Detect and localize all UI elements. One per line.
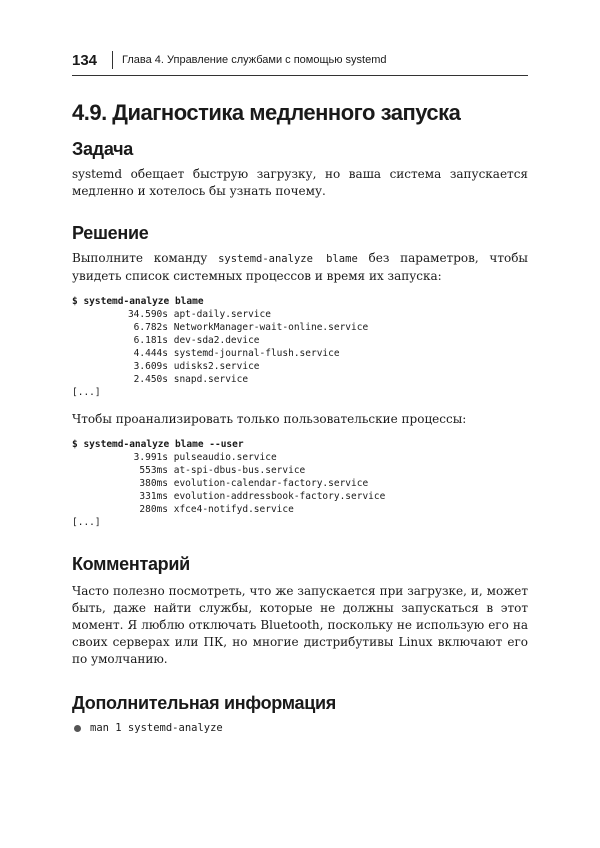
code-prompt: $ systemd-analyze blame --user [72,439,244,450]
section-title: 4.9. Диагностика медленного запуска [72,100,461,125]
code-unit: evolution-addressbook-factory.service [168,491,386,502]
task-heading: Задача [72,139,133,159]
code-time: 34.590s [127,309,168,320]
code-unit: NetworkManager-wait-online.service [168,322,369,333]
code-unit: dev-sda2.device [168,335,260,346]
solution-text-2: Чтобы проанализировать только пользовательские процессы: [72,412,467,426]
more-info-heading: Дополнительная информация [72,693,336,713]
bullet-icon [74,725,81,732]
code-unit: snapd.service [168,374,249,385]
code-row [72,373,528,386]
task-text: systemd обещает быструю загрузку, но ваша система запускается медленно и хотелось бы узнать почему. [72,167,528,198]
code-time: 280ms [139,504,168,515]
code-unit: udisks2.service [168,361,260,372]
code-ellipsis: [...] [72,387,101,398]
code-row [72,477,528,490]
code-unit: pulseaudio.service [168,452,277,463]
code-time: 2.450s [133,374,168,385]
code-row [72,490,528,503]
code-row [72,321,528,334]
code-time: 380ms [139,478,168,489]
list-item [72,722,528,734]
page-number: 134 [72,52,98,69]
page-header [72,48,528,78]
code-row [72,464,528,477]
code-time: 6.181s [133,335,168,346]
code-time: 331ms [139,491,168,502]
code-time: 3.991s [133,452,168,463]
code-time: 6.782s [133,322,168,333]
code-row [72,334,528,347]
code-unit: at-spi-dbus-bus.service [168,465,306,476]
code-row [72,451,528,464]
list-item-text: man 1 systemd-analyze [90,722,223,734]
page-content [72,98,528,734]
header-rule [72,75,528,76]
code-unit: xfce4-notifyd.service [168,504,294,515]
code-block-blame [72,295,528,399]
code-time: 4.444s [133,348,168,359]
comment-heading: Комментарий [72,554,190,574]
comment-text: Часто полезно посмотреть, что же запускается при загрузке, и, может быть, даже найти службы, которые не должны запускаться в этот момент. Я люблю отключать Bluetooth, поскольку не использую его на своих серверах или ПК, но многие дистрибутивы Linux включают его по умолчанию. [72,584,528,666]
running-header: Глава 4. Управление службами с помощью systemd [122,54,387,66]
code-row [72,347,528,360]
code-block-blame-user [72,438,528,529]
more-info-list [72,722,528,734]
code-ellipsis: [...] [72,517,101,528]
code-time: 553ms [139,465,168,476]
code-unit: apt-daily.service [168,309,271,320]
code-row [72,360,528,373]
code-unit: systemd-journal-flush.service [168,348,340,359]
header-separator [112,51,113,69]
code-prompt: $ systemd-analyze blame [72,296,204,307]
code-time: 3.609s [133,361,168,372]
solution-heading: Решение [72,223,149,243]
code-row [72,503,528,516]
code-row [72,308,528,321]
solution-text: Выполните команду systemd-analyze blame без параметров, чтобы увидеть список системных процессов и время их запуска: [72,251,528,283]
inline-command: systemd-analyze blame [218,253,358,265]
code-unit: evolution-calendar-factory.service [168,478,369,489]
